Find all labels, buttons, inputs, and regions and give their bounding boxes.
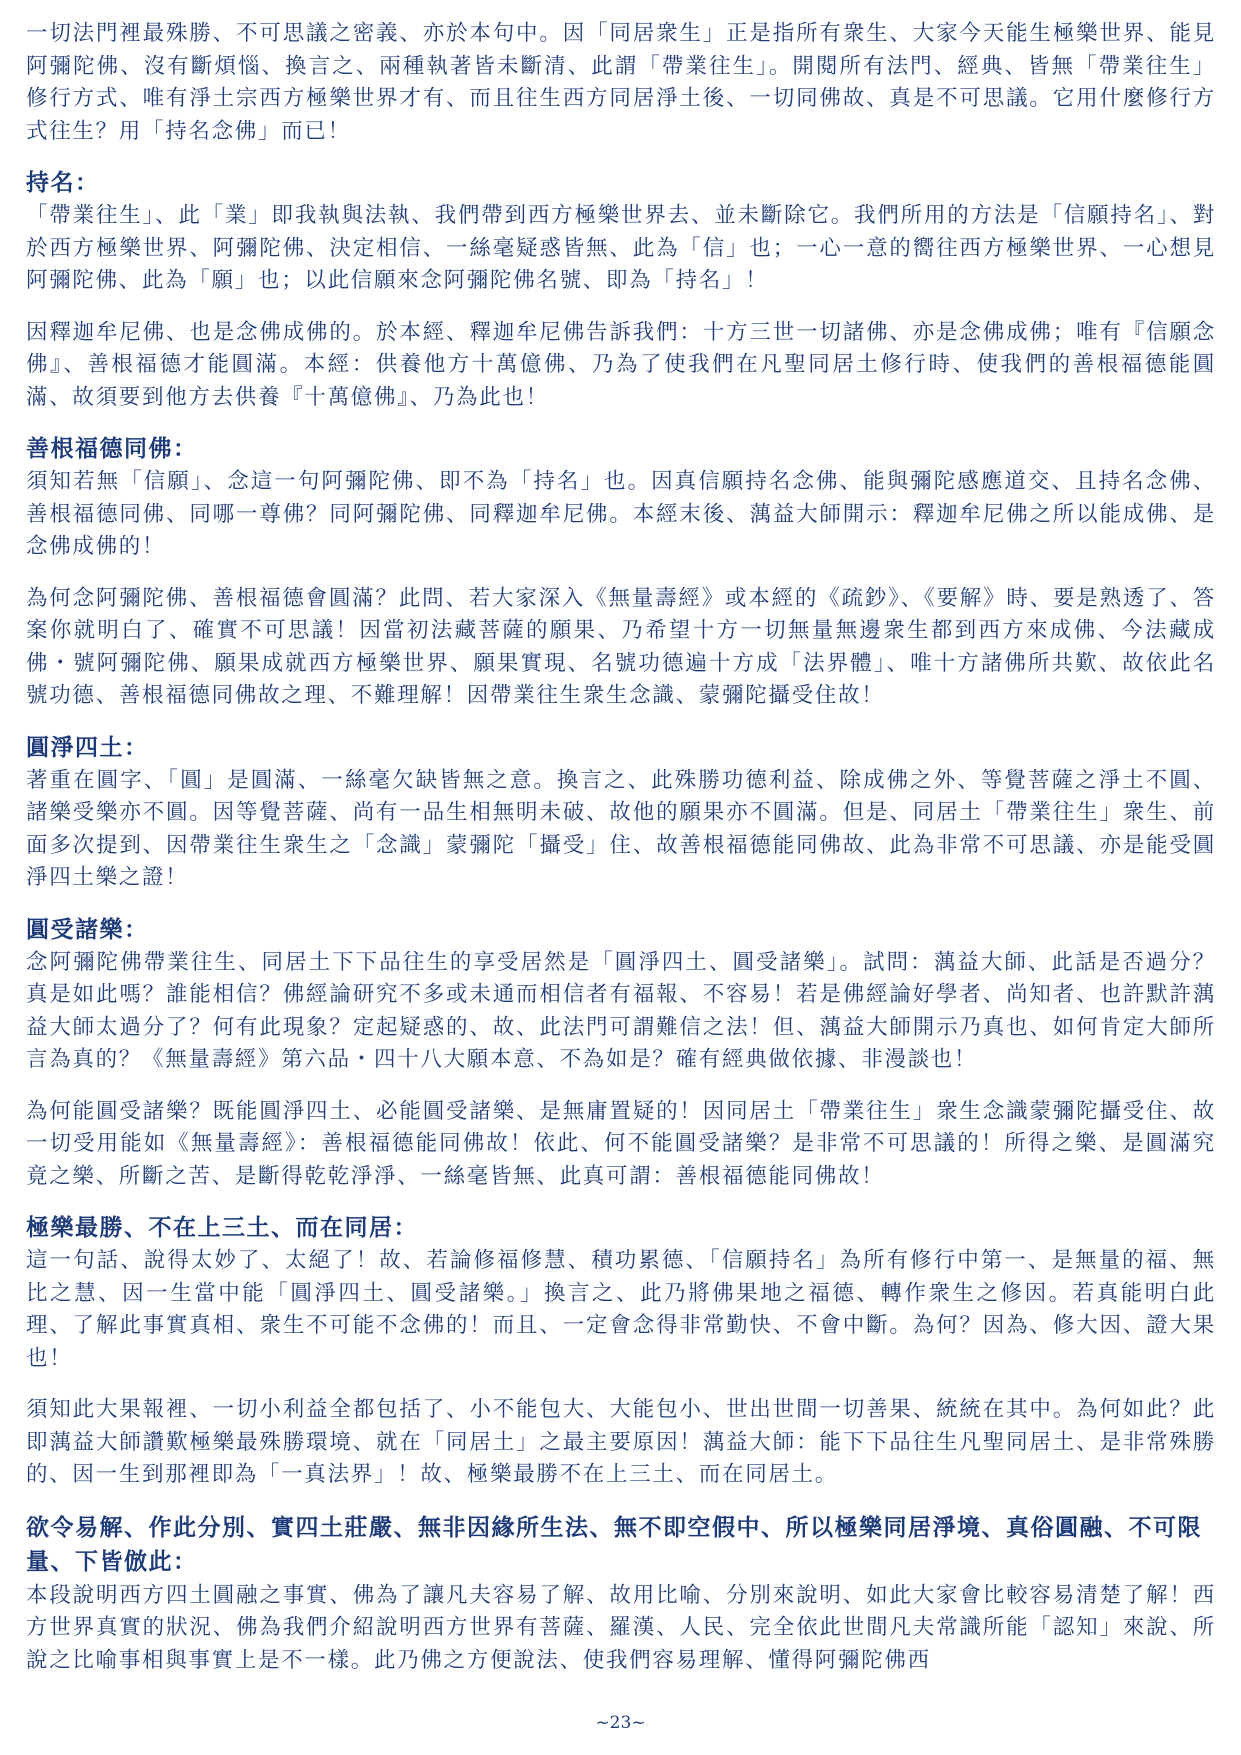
section-yuanshou-zhule [26,914,1216,1194]
section-chiming [26,167,1216,414]
section-shangen-fude [26,433,1216,713]
section-yuling-yijie [26,1511,1216,1678]
page-number: ~23~ [595,1713,646,1733]
section-heading: 圓受諸樂： [26,915,149,943]
body-paragraph: 須知若無「信願」、念這一句阿彌陀佛、即不為「持名」也。因真信願持名念佛、能與彌陀感應道交、且持名念佛、善根福德同佛、同哪一尊佛？同阿彌陀佛、同釋迦牟尼佛。本經末後、蕅益大師開示：釋迦牟尼佛之所以能成佛、是念佛成佛的！ [26,469,1216,559]
section-heading: 極樂最勝、不在上三土、而在同居： [26,1214,418,1241]
section-heading: 持名： [26,169,100,196]
body-paragraph: 為何能圓受諸樂？既能圓淨四土、必能圓受諸樂、是無庸置疑的！因同居土「帶業往生」衆生念識蒙彌陀攝受住、故一切受用能如《無量壽經》：善根福德能同佛故！依此、何不能圓受諸樂？是非常不可思議的！所得之樂、是圓滿究竟之樂、所斷之苦、是斷得乾乾淨淨、一絲毫皆無、此真可謂：善根福德能同佛故！ [26,1098,1216,1189]
body-paragraph: 因釋迦牟尼佛、也是念佛成佛的。於本經、釋迦牟尼佛告訴我們：十方三世一切諸佛、亦是念佛成佛；唯有『信願念佛』、善根福德才能圓滿。本經：供養他方十萬億佛、乃為了使我們在凡聖同居土修行時、使我們的善根福德能圓滿、故須要到他方去供養『十萬億佛』、乃為此也！ [26,319,1216,410]
body-paragraph: 著重在圓字、「圓」是圓滿、一絲毫欠缺皆無之意。換言之、此殊勝功德利益、除成佛之外、等覺菩薩之淨土不圓、諸樂受樂亦不圓。因等覺菩薩、尚有一品生相無明未破、故他的願果亦不圓滿。但是、同居土「帶業往生」衆生、前面多次提到、因帶業往生衆生之「念識」蒙彌陀「攝受」住、故善根福德能同佛故、此為非常不可思議、亦是能受圓淨四土樂之證！ [26,767,1216,890]
section-heading: 圓淨四土： [26,733,149,761]
body-paragraph: 這一句話、說得太妙了、太絕了！故、若論修福修慧、積功累德、「信願持名」為所有修行中第一、是無量的福、無比之慧、因一生當中能「圓淨四土、圓受諸樂。」換言之、此乃將佛果地之福德、轉作衆生之修因。若真能明白此理、了解此事實真相、衆生不可能不念佛的！而且、一定會念得非常勤快、不會中斷。為何？因為、修大因、證大果也！ [26,1248,1216,1371]
section-heading: 欲令易解、作此分別、實四土莊嚴、無非因緣所生法、無不即空假中、所以極樂同居淨境、真俗圓融、不可限量、下皆倣此： [26,1513,1202,1575]
body-paragraph: 須知此大果報裡、一切小利益全都包括了、小不能包大、大能包小、世出世間一切善果、統統在其中。為何如此？此即蕅益大師讚歎極樂最殊勝環境、就在「同居土」之最主要原因！蕅益大師：能下下品往生凡聖同居土、是非常殊勝的、因一生到那裡即為「一真法界」！故、極樂最勝不在上三土、而在同居土。 [26,1397,1216,1487]
body-paragraph: 「帶業往生」、此「業」即我執與法執、我們帶到西方極樂世界去、並未斷除它。我們所用的方法是「信願持名」、對於西方極樂世界、阿彌陀佛、決定相信、一絲毫疑惑皆無、此為「信」也；一心一意的嚮往西方極樂世界、一心想見阿彌陀佛、此為「願」也；以此信願來念阿彌陀佛名號、即為「持名」！ [26,203,1216,293]
body-paragraph: 為何念阿彌陀佛、善根福德會圓滿？此問、若大家深入《無量壽經》或本經的《疏鈔》、《要解》時、要是熟透了、答案你就明白了、確實不可思議！因當初法藏菩薩的願果、乃希望十方一切無量無邊衆生都到西方來成佛、今法藏成佛・號阿彌陀佛、願果成就西方極樂世界、願果實現、名號功德遍十方成「法界體」、唯十方諸佛所共歎、故依此名號功德、善根福德同佛故之理、不難理解！因帶業往生衆生念識、蒙彌陀攝受住故！ [26,585,1216,708]
section-jile-zuisheng [26,1212,1216,1492]
body-paragraph: 本段說明西方四土圓融之事實、佛為了讓凡夫容易了解、故用比喻、分別來說明、如此大家會比較容易清楚了解！西方世界真實的狀況、佛為我們介紹說明西方世界有菩薩、羅漢、人民、完全依此世間凡夫常識所能「認知」來說、所說之比喻事相與事實上是不一樣。此乃佛之方便說法、使我們容易理解、懂得阿彌陀佛西 [26,1582,1216,1673]
section-heading: 善根福德同佛： [26,435,198,462]
intro-paragraph: 一切法門裡最殊勝、不可思議之密義、亦於本句中。因「同居衆生」正是指所有衆生、大家今天能生極樂世界、能見阿彌陀佛、沒有斷煩惱、換言之、兩種執著皆未斷清、此謂「帶業往生」。開閱所有法門、經典、皆無「帶業往生」修行方式、唯有淨土宗西方極樂世界才有、而且往生西方同居淨土後、一切同佛故、真是不可思議。它用什麼修行方式往生？用「持名念佛」而已！ [26,21,1216,144]
section-yuanjing-situ [26,732,1216,895]
body-paragraph: 念阿彌陀佛帶業往生、同居土下下品往生的享受居然是「圓淨四土、圓受諸樂」。試問：蕅益大師、此話是否過分？真是如此嗎？誰能相信？佛經論研究不多或未通而相信者有福報、不容易！若是佛經論好學者、尚知者、也許默許蕅益大師太過分了？何有此現象？定起疑惑的、故、此法門可謂難信之法！但、蕅益大師開示乃真也、如何肯定大師所言為真的？《無量壽經》第六品・四十八大願本意、不為如是？確有經典做依據、非漫談也！ [26,949,1216,1072]
document-page [26,18,1216,1696]
